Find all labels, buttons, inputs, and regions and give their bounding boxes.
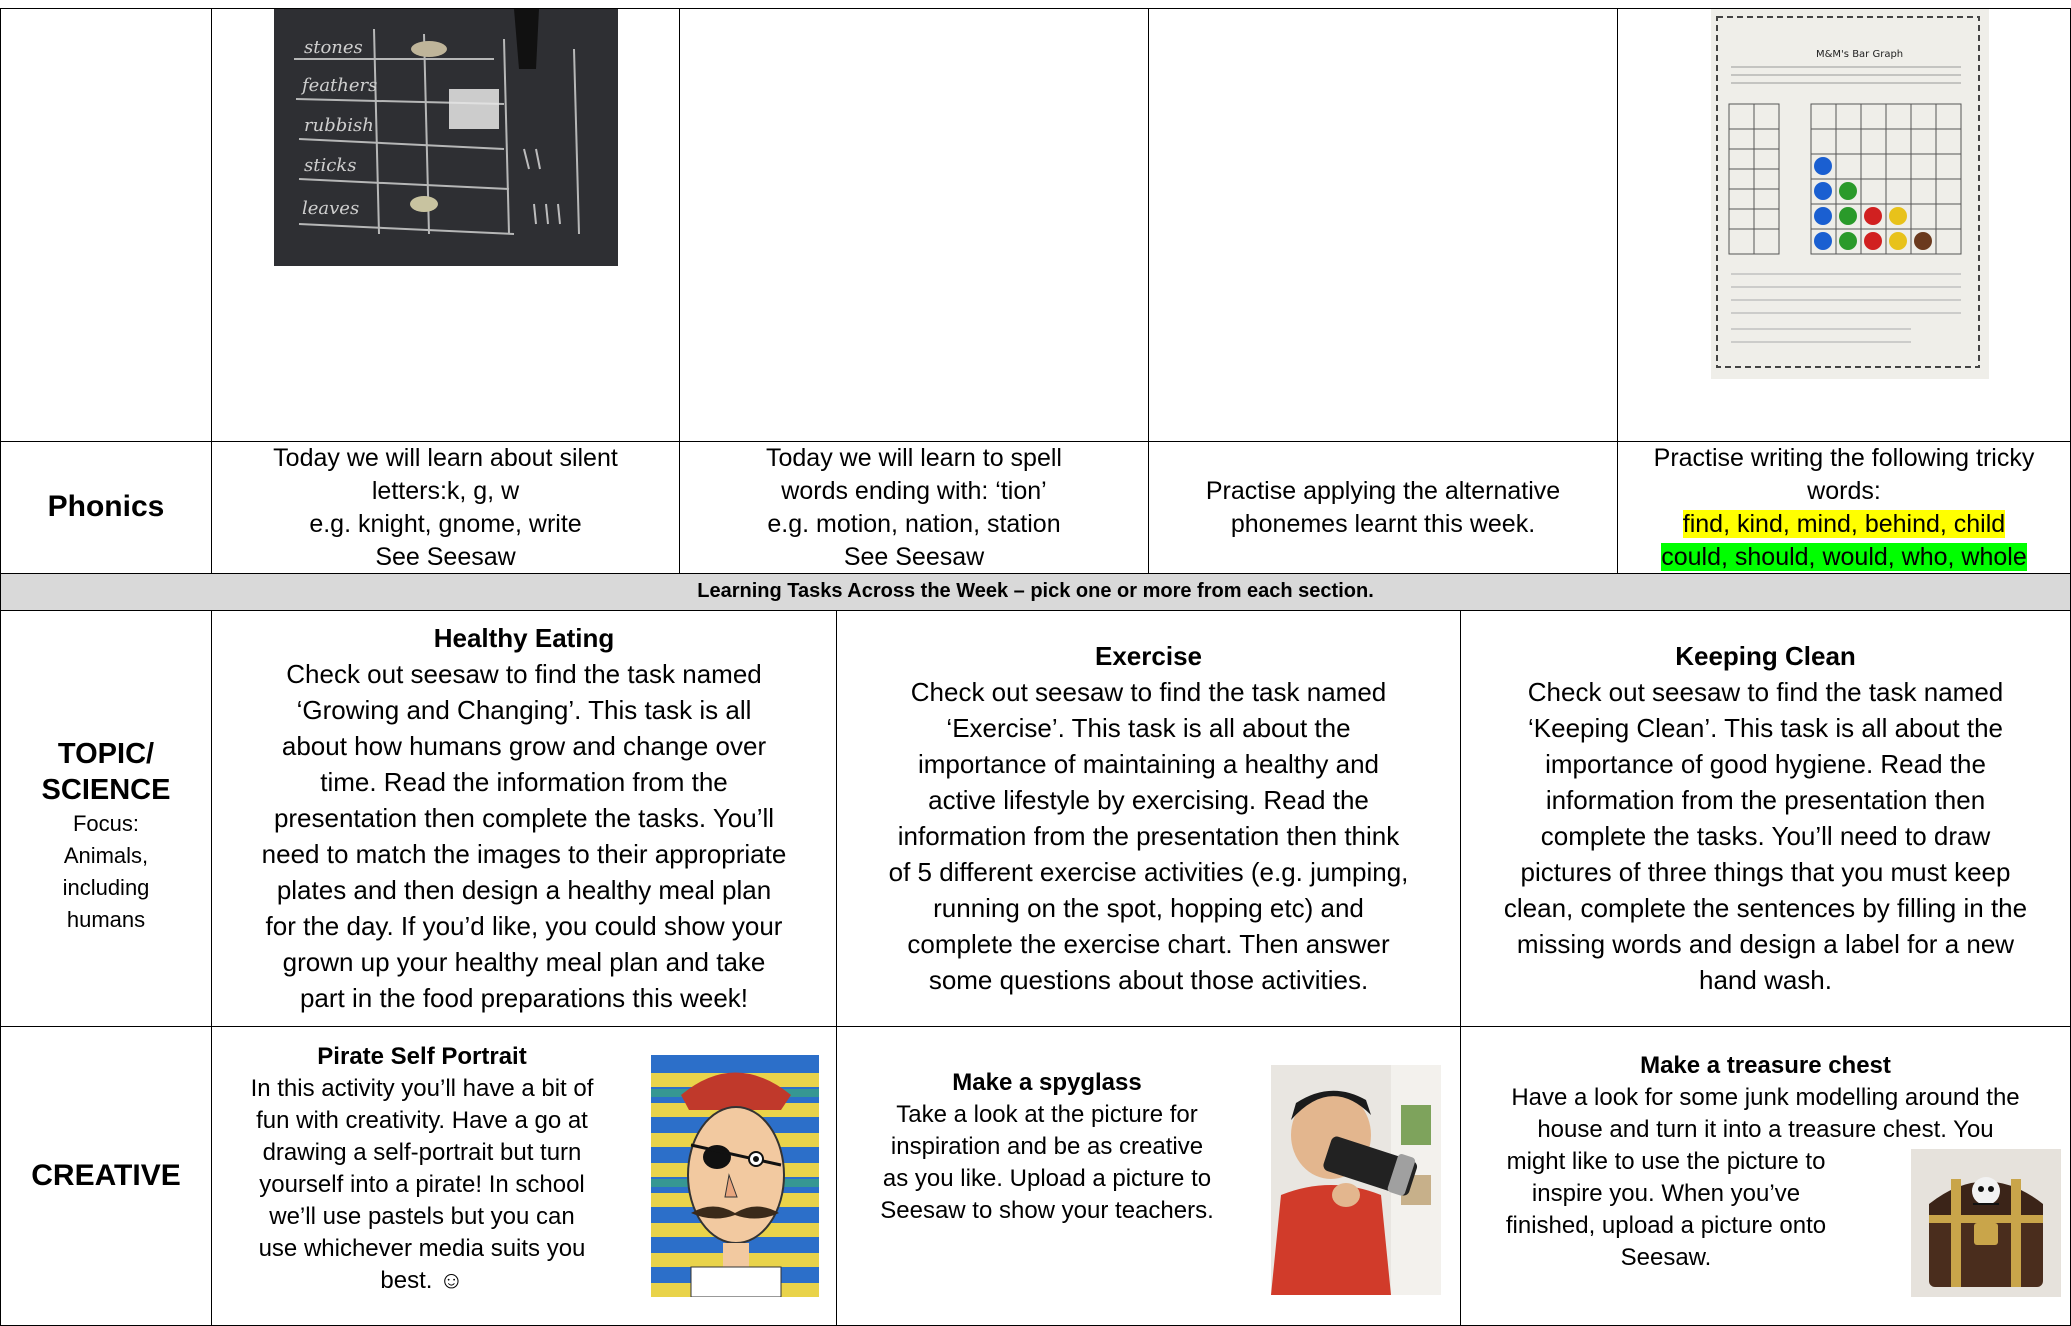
text-line: need to match the images to their appropriate: [261, 839, 787, 869]
text-line: See Seesaw: [843, 543, 985, 571]
treasure-chest-cell: [1460, 1026, 2071, 1326]
text-line: pictures of three things that you must keep: [1520, 857, 2011, 887]
text-line: ‘Keeping Clean’. This task is all about the: [1527, 713, 2004, 743]
healthy-eating-text: [212, 620, 836, 1016]
text-line: complete the tasks. You’ll need to draw: [1540, 821, 1991, 851]
text-line: running on the spot, hopping etc) and: [933, 893, 1364, 923]
healthy-eating-cell: [211, 610, 837, 1027]
text-line: best. ☺: [380, 1267, 464, 1294]
tally-row-label: sticks: [304, 155, 357, 176]
phonics-day4-text: [1618, 442, 2070, 574]
banner-cell: [0, 573, 2071, 611]
pirate-portrait-title: Pirate Self Portrait: [317, 1043, 527, 1070]
text-line: clean, complete the sentences by filling in the: [1503, 893, 2028, 923]
text-line: Check out seesaw to find the task named: [1527, 677, 2004, 707]
treasure-chest-side-text: [1476, 1146, 1856, 1274]
text-line: Check out seesaw to find the task named: [910, 677, 1387, 707]
text-line: e.g. motion, nation, station: [767, 510, 1061, 538]
row1-day3-cell: [1148, 8, 1618, 442]
text-line: yourself into a pirate! In school: [259, 1171, 585, 1198]
text-line: words ending with: ‘tion’: [781, 477, 1047, 505]
tally-chart-photo: [274, 9, 618, 266]
text-line: ‘Growing and Changing’. This task is all: [296, 695, 752, 725]
tally-row-label: stones: [304, 37, 363, 58]
text-line: house and turn it into a treasure chest. You: [1537, 1116, 1994, 1143]
text-line: importance of good hygiene. Read the: [1545, 749, 1986, 779]
text-line: e.g. knight, gnome, write: [309, 510, 582, 538]
text-line: Have a look for some junk modelling around the: [1511, 1084, 2020, 1111]
phonics-day2-text: [680, 442, 1148, 574]
text-line: Practise writing the following tricky: [1653, 444, 2035, 472]
spyglass-title: Make a spyglass: [952, 1069, 1142, 1096]
text-line: Check out seesaw to find the task named: [286, 659, 762, 689]
text-line: drawing a self-portrait but turn: [262, 1139, 582, 1166]
healthy-eating-title: Healthy Eating: [433, 623, 615, 653]
text-line: for the day. If you’d like, you could show your: [265, 911, 783, 941]
topic-title: TOPIC/: [57, 738, 155, 770]
text-line: importance of maintaining a healthy and: [917, 749, 1380, 779]
topic-label-cell: [0, 610, 212, 1027]
text-line: some questions about those activities.: [928, 965, 1369, 995]
text-line: hand wash.: [1699, 965, 1832, 995]
text-line: information from the presentation then: [1545, 785, 1986, 815]
text-line: inspiration and be as creative: [890, 1133, 1204, 1160]
focus-line: humans: [66, 907, 146, 932]
exercise-title: Exercise: [1095, 641, 1202, 671]
text-line: Today we will learn about silent: [273, 444, 618, 472]
treasure-chest-title: Make a treasure chest: [1640, 1052, 1891, 1079]
phonics-day4-cell: [1617, 441, 2071, 574]
tricky-words-yellow: find, kind, mind, behind, child: [1682, 510, 2006, 538]
phonics-day2-cell: [679, 441, 1149, 574]
focus-line: including: [62, 875, 150, 900]
keeping-clean-text: [1461, 638, 2070, 998]
text-line: letters:k, g, w: [371, 477, 520, 505]
text-line: time. Read the information from the: [320, 767, 728, 797]
tricky-words-green: could, should, would, who, whole: [1661, 543, 2027, 571]
text-line: phonemes learnt this week.: [1230, 510, 1536, 538]
text-line: grown up your healthy meal plan and take: [282, 947, 766, 977]
bar-graph-worksheet-photo: [1711, 9, 1989, 379]
row1-label-cell: [0, 8, 212, 442]
row1-day4-cell: [1617, 8, 2071, 442]
spyglass-text: [837, 1067, 1257, 1227]
text-line: Seesaw.: [1620, 1244, 1712, 1271]
text-line: Practise applying the alternative: [1205, 477, 1561, 505]
text-line: In this activity you’ll have a bit of: [250, 1075, 594, 1102]
phonics-day1-text: [212, 442, 679, 574]
phonics-label: Phonics: [47, 490, 165, 523]
text-line: complete the exercise chart. Then answer: [907, 929, 1390, 959]
text-line: as you like. Upload a picture to: [882, 1165, 1212, 1192]
creative-label: CREATIVE: [31, 1159, 181, 1192]
topic-label: [1, 736, 211, 936]
text-line: about how humans grow and change over: [281, 731, 767, 761]
text-line: missing words and design a label for a new: [1516, 929, 2015, 959]
text-line: Today we will learn to spell: [766, 444, 1062, 472]
text-line: presentation then complete the tasks. You’ll: [273, 803, 775, 833]
treasure-chest-top-text: [1461, 1050, 2070, 1146]
phonics-day3-cell: [1148, 441, 1618, 574]
pirate-portrait-image: [651, 1055, 819, 1297]
science-title: SCIENCE: [41, 774, 171, 806]
pirate-portrait-cell: [211, 1026, 837, 1326]
text-line: Seesaw to show your teachers.: [880, 1197, 1214, 1224]
phonics-label-cell: [0, 441, 212, 574]
text-line: words:: [1807, 477, 1881, 505]
keeping-clean-cell: [1460, 610, 2071, 1027]
row1-day2-cell: [679, 8, 1149, 442]
spyglass-photo: [1271, 1065, 1441, 1295]
exercise-text: [837, 638, 1460, 998]
row1-day1-cell: [211, 8, 680, 442]
creative-label-cell: [0, 1026, 212, 1326]
text-line: might like to use the picture to: [1506, 1148, 1826, 1175]
tally-row-label: rubbish: [304, 115, 374, 136]
treasure-chest-photo: [1911, 1149, 2061, 1297]
text-line: active lifestyle by exercising. Read the: [928, 785, 1369, 815]
exercise-cell: [836, 610, 1461, 1027]
text-line: ‘Exercise’. This task is all about the: [946, 713, 1351, 743]
text-line: See Seesaw: [375, 543, 516, 571]
banner-text: Learning Tasks Across the Week – pick one or more from each section.: [697, 580, 1374, 602]
text-line: use whichever media suits you: [258, 1235, 586, 1262]
spyglass-cell: [836, 1026, 1461, 1326]
phonics-day1-cell: [211, 441, 680, 574]
phonics-day3-text: [1149, 475, 1617, 541]
tally-row-label: feathers: [302, 75, 378, 96]
keeping-clean-title: Keeping Clean: [1675, 641, 1856, 671]
text-line: fun with creativity. Have a go at: [256, 1107, 588, 1134]
text-line: part in the food preparations this week!: [299, 983, 749, 1013]
worksheet-title: M&M's Bar Graph: [1816, 49, 1904, 60]
focus-line: Focus:: [72, 811, 140, 836]
text-line: inspire you. When you’ve: [1531, 1180, 1801, 1207]
text-line: of 5 different exercise activities (e.g. jumping,: [888, 857, 1409, 887]
text-line: Take a look at the picture for: [896, 1101, 1198, 1128]
pirate-portrait-text: [212, 1041, 632, 1297]
text-line: finished, upload a picture onto: [1505, 1212, 1827, 1239]
text-line: information from the presentation then think: [897, 821, 1400, 851]
text-line: plates and then design a healthy meal plan: [276, 875, 772, 905]
text-line: we’ll use pastels but you can: [269, 1203, 575, 1230]
tally-row-label: leaves: [302, 198, 360, 219]
focus-line: Animals,: [63, 843, 149, 868]
